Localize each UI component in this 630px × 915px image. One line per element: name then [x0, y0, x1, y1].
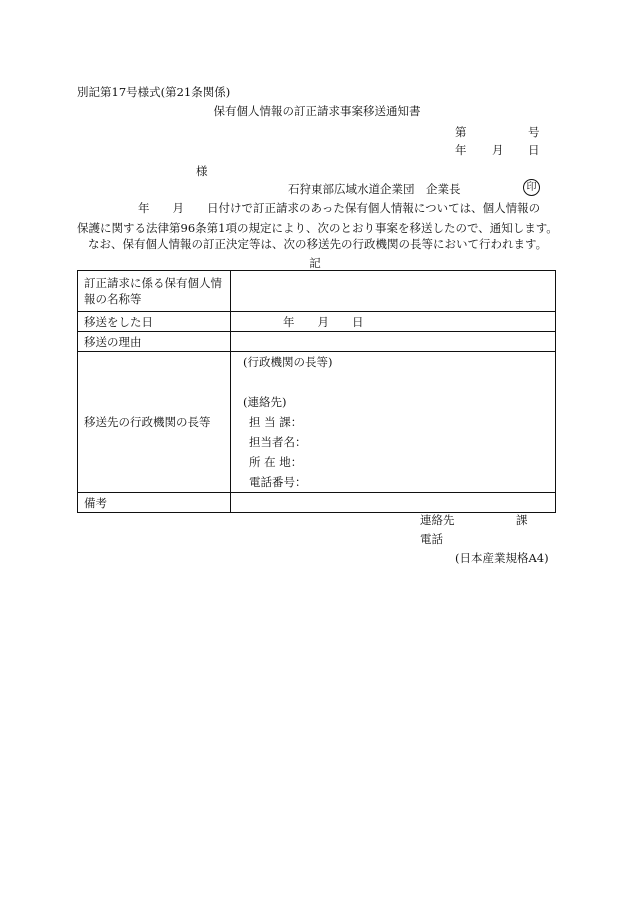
table-row [78, 312, 556, 332]
date-month: 月 [492, 143, 504, 157]
record-table [77, 270, 556, 513]
ki-heading: 記 [309, 256, 321, 270]
document-title: 保有個人情報の訂正請求事案移送通知書 [213, 104, 421, 118]
paper-standard-note: (日本産業規格A4) [455, 551, 549, 565]
number-suffix: 号 [528, 125, 540, 139]
contact-label: 連絡先 [420, 513, 455, 527]
table-row [78, 352, 556, 493]
seal-icon: 印 [523, 179, 540, 196]
destination-contact-heading: (連絡先) [243, 395, 287, 409]
destination-phone-field: 電話番号： [249, 475, 307, 489]
body-paragraph-note: なお、保有個人情報の訂正決定等は、次の移送先の行政機関の長等において行われます。 [88, 237, 548, 251]
destination-label: 移送先の行政機関の長等 [78, 352, 231, 493]
table-row [78, 332, 556, 352]
remarks-label: 備考 [78, 493, 231, 513]
remarks-value[interactable] [231, 493, 556, 513]
contact-section-suffix: 課 [516, 513, 528, 527]
number-prefix: 第 [455, 125, 467, 139]
destination-agency-head: (行政機関の長等) [243, 355, 333, 369]
destination-value[interactable] [231, 352, 556, 493]
date-year: 年 [455, 143, 467, 157]
date-day: 日 [528, 143, 540, 157]
info-name-value[interactable] [231, 271, 556, 312]
transfer-reason-label: 移送の理由 [78, 332, 231, 352]
body-paragraph-line1: 年 月 日付けで訂正請求のあった保有個人情報については、個人情報の [138, 201, 541, 215]
sender-name: 石狩東部広域水道企業団 企業長 [288, 182, 461, 196]
table-row [78, 493, 556, 513]
transfer-date-label: 移送をした日 [78, 312, 231, 332]
table-row [78, 271, 556, 312]
form-number-label: 別記第17号様式(第21条関係) [77, 85, 231, 99]
destination-section-field: 担 当 課： [249, 415, 303, 429]
transfer-date-value[interactable] [231, 312, 556, 332]
transfer-date-placeholder: 年 月 日 [283, 314, 364, 329]
transfer-reason-value[interactable] [231, 332, 556, 352]
addressee-honorific: 様 [196, 164, 208, 178]
body-paragraph-line2: 保護に関する法律第96条第1項の規定により、次のとおり事案を移送したので、通知します。 [77, 221, 558, 235]
destination-person-field: 担当者名： [249, 435, 307, 449]
info-name-label: 訂正請求に係る保有個人情報の名称等 [78, 271, 231, 312]
destination-address-field: 所 在 地： [249, 455, 303, 469]
phone-label: 電話 [420, 532, 443, 546]
